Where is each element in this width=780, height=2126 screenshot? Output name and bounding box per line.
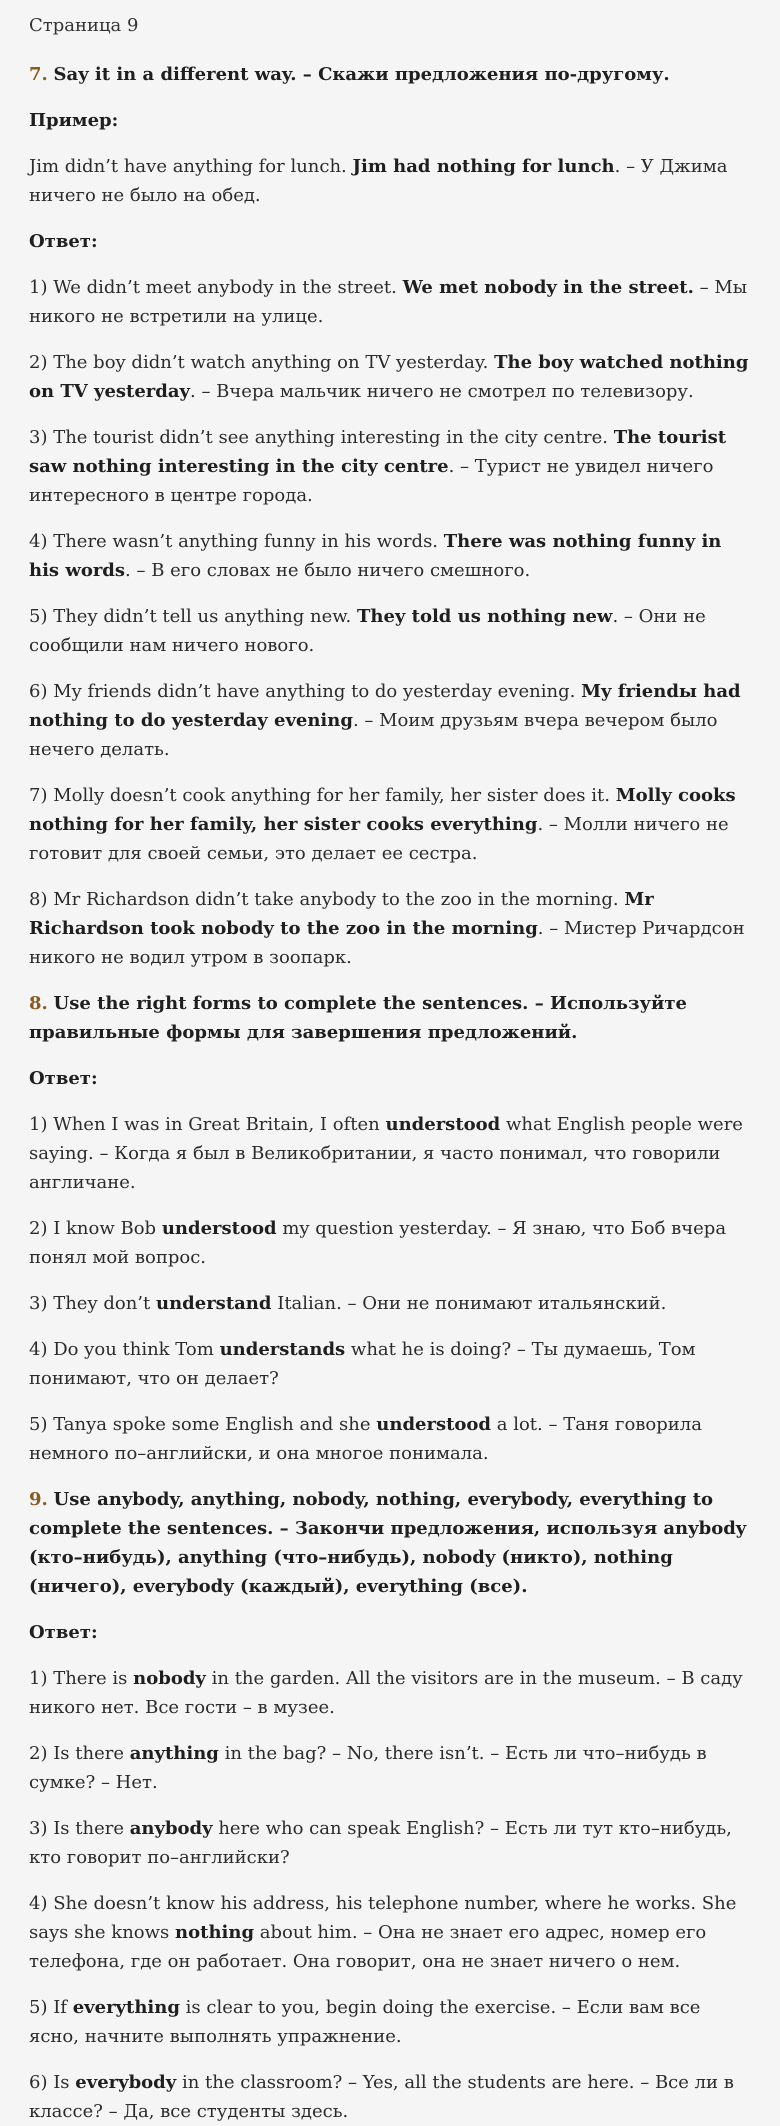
answer-item: 3) They don’t understand Italian. – Они не понимают итальянский. bbox=[29, 1293, 667, 1314]
answer-item: 4) She doesn’t know his address, his telephone number, where he works. She says she knows nothing about him. – Она не знает его адрес, номер его телефона, где он работает. Она говорит, она не знает ничего о нем. bbox=[29, 1893, 737, 1972]
exercise-8-heading bbox=[29, 989, 751, 1047]
answer-item: 3) The tourist didn’t see anything interesting in the city centre. The tourist saw nothing interesting in the city centre. – Турист не увидел ничего интересного в центре города. bbox=[29, 427, 727, 506]
example-label: Пример: bbox=[29, 110, 119, 131]
exercise-7-heading bbox=[29, 60, 751, 89]
answer-label: Ответ: bbox=[29, 1622, 98, 1643]
page-title: Страница 9 bbox=[29, 15, 139, 36]
answer-item: 5) They didn’t tell us anything new. They told us nothing new. – Они не сообщили нам ничего нового. bbox=[29, 606, 706, 656]
answer-item: 4) There wasn’t anything funny in his words. There was nothing funny in his words. – В его словах не было ничего смешного. bbox=[29, 531, 722, 581]
answer-item: 3) Is there anybody here who can speak English? – Есть ли тут кто–нибудь, кто говорит по–английски? bbox=[29, 1818, 732, 1868]
example-sentence: Jim didn’t have anything for lunch. Jim had nothing for lunch. – У Джима ничего не было на обед. bbox=[29, 156, 728, 206]
answer-item: 5) Tanya spoke some English and she understood a lot. – Таня говорила немного по–английски, и она многое понимала. bbox=[29, 1414, 702, 1464]
answer-item: 1) There is nobody in the garden. All the visitors are in the museum. – В саду никого нет. Все гости – в музее. bbox=[29, 1668, 743, 1718]
answer-item: 8) Mr Richardson didn’t take anybody to the zoo in the morning. Mr Richardson took nobody to the zoo in the morning. – Мистер Ричардсон никого не водил утром в зоопарк. bbox=[29, 889, 745, 968]
answer-item: 2) The boy didn’t watch anything on TV yesterday. The boy watched nothing on TV yesterday. – Вчера мальчик ничего не смотрел по телевизору. bbox=[29, 352, 749, 402]
answer-item: 7) Molly doesn’t cook anything for her family, her sister does it. Molly cooks nothing for her family, her sister cooks everything. – Молли ничего не готовит для своей семьи, это делает ее сестра. bbox=[29, 785, 736, 864]
answer-item: 5) If everything is clear to you, begin doing the exercise. – Если вам все ясно, начните выполнять упражнение. bbox=[29, 1997, 701, 2047]
exercise-7-title: Say it in a different way. – Скажи предложения по-другому. bbox=[53, 64, 670, 85]
answer-item: 6) My friends didn’t have anything to do yesterday evening. My friendы had nothing to do yesterday evening. – Моим друзьям вчера вечером было нечего делать. bbox=[29, 681, 741, 760]
answer-item: 1) When I was in Great Britain, I often understood what English people were saying. – Когда я был в Великобритании, я часто понимал, что говорили англичане. bbox=[29, 1114, 743, 1193]
answer-label: Ответ: bbox=[29, 1068, 98, 1089]
answer-item: 2) Is there anything in the bag? – No, there isn’t. – Есть ли что–нибудь в сумке? – Нет. bbox=[29, 1743, 707, 1793]
exercise-7-number: 7. bbox=[29, 64, 48, 85]
exercise-9-title: Use anybody, anything, nobody, nothing, everybody, everything to complete the sentences. – Закончи предложения, используя anybody (кто–нибудь), anything (что–нибудь), nobody (никто), nothing (ничего), everybody (каждый), everything (все). bbox=[29, 1489, 747, 1597]
exercise-8-title: Use the right forms to complete the sentences. – Используйте правильные формы для завершения предложений. bbox=[29, 993, 687, 1043]
answer-item: 6) Is everybody in the classroom? – Yes, all the students are here. – Все ли в классе? – Да, все студенты здесь. bbox=[29, 2072, 734, 2122]
answer-item: 2) I know Bob understood my question yesterday. – Я знаю, что Боб вчера понял мой вопрос. bbox=[29, 1218, 727, 1268]
exercise-8-number: 8. bbox=[29, 993, 48, 1014]
exercise-9-heading bbox=[29, 1485, 751, 1601]
answer-item: 4) Do you think Tom understands what he is doing? – Ты думаешь, Том понимают, что он делает? bbox=[29, 1339, 696, 1389]
answer-label: Ответ: bbox=[29, 231, 98, 252]
exercise-9-number: 9. bbox=[29, 1489, 48, 1510]
answer-item: 1) We didn’t meet anybody in the street. We met nobody in the street. – Мы никого не встретили на улице. bbox=[29, 277, 748, 327]
